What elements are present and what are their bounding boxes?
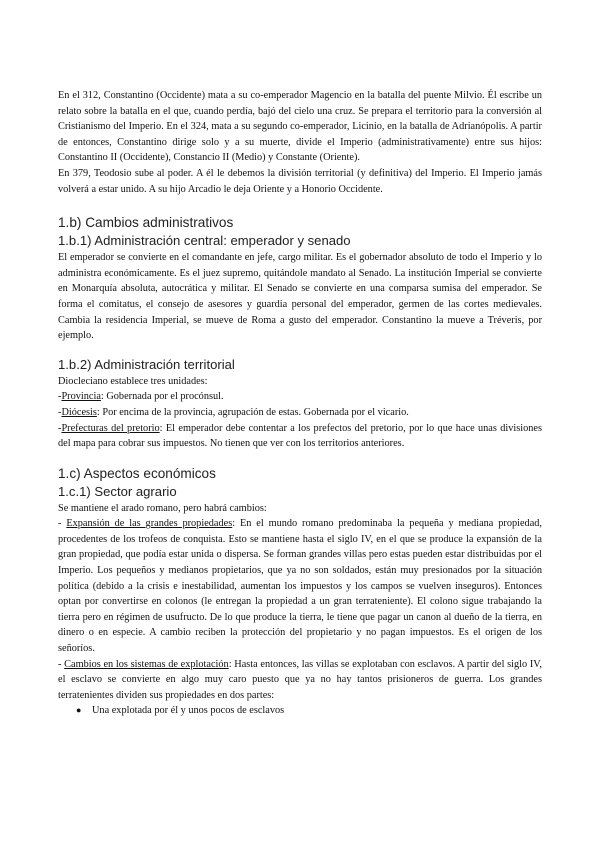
section-heading-1c: 1.c) Aspectos económicos [58,465,216,481]
paragraph-1b2-intro: Diocleciano establece tres unidades: [58,375,208,387]
term-provincia: Provincia [61,391,101,403]
list-item-prefecturas: -Prefecturas del pretorio: El emperador debe contentar a los prefectos del pretorio, por lo que hace unas divisiones del mapa para cobrar sus impuestos. No tienen que ver con los territorios anteriores. [58,422,543,450]
list-item-diocesis: -Diócesis: Por encima de la provincia, agrupación de estas. Gobernada por el vicario. [58,406,409,418]
bullet-list [58,703,542,719]
subsection-heading-1b1: 1.b.1) Administración central: emperador y senado [58,233,351,249]
list-item-provincia: -Provincia: Gobernada por el procónsul. [58,391,224,403]
subsection-heading-1b2: 1.b.2) Administración territorial [58,356,235,372]
section-heading-1b: 1.b) Cambios administrativos [58,215,234,231]
paragraph-1b1: El emperador se convierte en el comandante en jefe, cargo militar. Es el gobernador absoluto de todo el Imperio y lo administra económicamente. Es el juez supremo, quitándole mandato al Senado. La institución Imperial se convierte en Monarquía absoluta, autocrática y militar. El Senado se convierte en una comparsa sumisa del emperador. Se forma el comitatus, el consejo de asesores y guardia personal del emperador, germen de las cortes medievales. Cambia la residencia Imperial, se mueve de Roma a gusto del emperador. Constantino la mueve a Tréveris, por ejemplo. [58,252,542,342]
paragraph-1c1-intro: Se mantiene el arado romano, pero habrá cambios: [58,502,267,514]
intro-paragraph-2: En 379, Teodosio sube al poder. A él le debemos la división territorial (y definitiva) del Imperio. El Imperio jamás volverá a estar unido. A su hijo Arcadio le deja Oriente y a Honorio Occidente. [58,167,542,195]
list-item-cambios: - Cambios en los sistemas de explotación: Hasta entonces, las villas se explotaban con esclavos. A partir del siglo IV, el esclavo se convierte en algo muy caro puesto que ya no hay tantos prisioneros de guerra. Los grandes terratenientes dividen sus propiedades en dos partes: [58,658,542,701]
term-diocesis: Diócesis [61,406,97,418]
bullet-dot-icon: ● [76,705,82,716]
document-content [58,88,542,719]
term-cambios: Cambios en los sistemas de explotación [64,658,229,670]
intro-paragraph-1: En el 312, Constantino (Occidente) mata a su co-emperador Magencio en la batalla del puente Milvio. Él escribe un relato sobre la batalla en el que, cuando perdía, bajó del cielo una cruz. Se prepara el territorio para la conversión al Cristianismo del Imperio. En el 324, mata a su segundo co-emperador, Licinio, en la batalla de Adrianópolis. A partir de entonces, Constantino dirige solo y a su muerte, divide el Imperio (administrativamente) entre sus hijos: Constantino II (Occidente), Constancio II (Medio) y Constante (Oriente). [58,90,542,164]
bullet-item: ● Una explotada por él y unos pocos de esclavos [58,703,542,719]
term-expansion: Expansión de las grandes propiedades [66,518,233,530]
list-item-expansion: - Expansión de las grandes propiedades: En el mundo romano predominaba la pequeña y mediana propiedad, procedentes de los trofeos de conquista. Esto se mantiene hasta el siglo IV, en el que se produce la expansión de la gran propiedad, que podía estar unida o dispersa. Se forman grandes villas pero estas pueden estar distribuidas por el Imperio. Los pequeños y medianos propietarios, que ya no son soldados, están muy presionados por la situación política (debido a la crisis e inestabilidad, aumentan los impuestos y los campos se vuelven inseguros). Entonces optan por convertirse en colonos (le entregan la propiedad a un gran terrateniente). El colono sigue trabajando la tierra pero en régimen de usufructo. De lo que produce la tierra, le tiene que pagar un canon al dueño de la tierra, en dinero o en especie. A cambio reciben la protección del propietario y no pagan impuestos. Es el origen de los señoríos. [58,518,542,655]
term-prefecturas: Prefecturas del pretorio [61,422,160,434]
subsection-heading-1c1: 1.c.1) Sector agrario [58,483,177,499]
